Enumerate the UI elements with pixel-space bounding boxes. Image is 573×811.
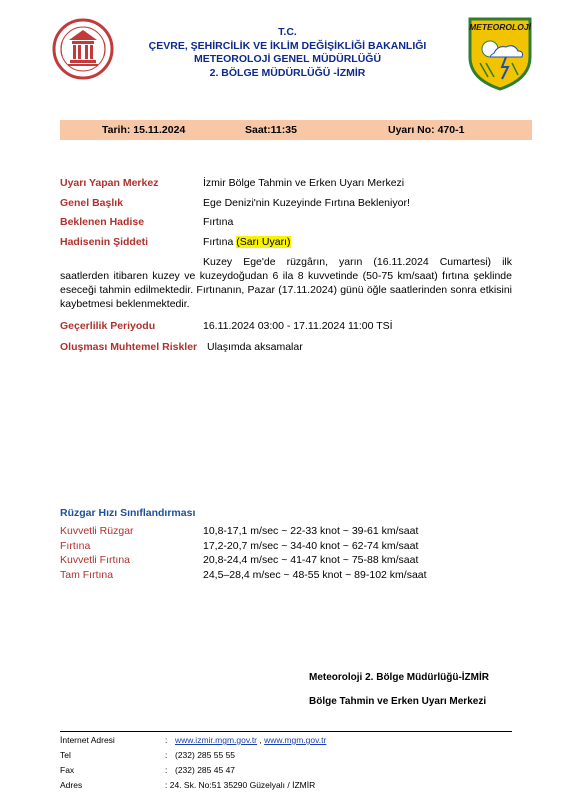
footer-tel-colon: : bbox=[165, 750, 168, 760]
meteoroloji-logo-icon bbox=[468, 17, 532, 91]
header-title-block bbox=[120, 26, 455, 80]
validity-label: Geçerlilik Periyodu bbox=[60, 320, 156, 332]
location-paragraph bbox=[60, 255, 512, 311]
signature-directorate: Meteoroloji 2. Bölge Müdürlüğü-İZMİR bbox=[309, 672, 489, 683]
footer-tel-label: Tel bbox=[60, 750, 71, 760]
severity-value-container bbox=[203, 236, 291, 248]
ministry-seal-icon bbox=[52, 18, 114, 80]
center-label: Uyarı Yapan Merkez bbox=[60, 177, 159, 189]
signature-center: Bölge Tahmin ve Erken Uyarı Merkezi bbox=[309, 696, 487, 707]
footer-divider bbox=[60, 731, 512, 732]
footer-fax-colon: : bbox=[165, 765, 168, 775]
header-line-region: 2. BÖLGE MÜDÜRLÜĞÜ -İZMİR bbox=[209, 66, 366, 79]
event-value: Fırtına bbox=[203, 216, 234, 228]
header-line-directorate: METEOROLOJİ GENEL MÜDÜRLÜĞÜ bbox=[193, 53, 382, 65]
wind-row-value: 17,2-20,7 m/sec ~ 34-40 knot ~ 62-74 km/saat bbox=[203, 540, 419, 552]
severity-level-badge: (Sarı Uyarı) bbox=[236, 236, 291, 248]
severity-label: Hadisenin Şiddeti bbox=[60, 236, 149, 248]
footer-address-value: : 24. Sk. No:51 35290 Güzelyalı / İZMİR bbox=[165, 780, 316, 790]
footer-tel-value: (232) 285 55 55 bbox=[175, 750, 236, 760]
event-label: Beklenen Hadise bbox=[60, 216, 145, 228]
wind-row-name: Tam Fırtına bbox=[60, 569, 114, 581]
wind-row-value: 24,5–28,4 m/sec ~ 48-55 knot ~ 89-102 km/saat bbox=[203, 569, 427, 581]
warning-number: Uyarı No: 470-1 bbox=[388, 124, 465, 136]
location-text: Kuzey Ege'de rüzgârın, yarın (16.11.2024 Cumartesi) ilk saatlerden itibaren kuzey ve kuzeydoğudan 6 ila 8 kuvvetinde (50-75 km/saat) fırtına şeklinde eseceği tahmin edilmektedir. Fırtınanın, Pazar (17.11.2024) günü öğle saatlerinden sonra etkisini kaybetmesi beklenmektedir. bbox=[60, 256, 512, 310]
header-line-ministry: ÇEVRE, ŞEHİRCİLİK VE İKLİM DEĞİŞİKLİĞİ BAKANLIĞI bbox=[148, 39, 427, 52]
wind-row-name: Kuvvetli Rüzgar bbox=[60, 525, 134, 537]
footer-web-links bbox=[175, 735, 326, 745]
severity-value: Fırtına bbox=[203, 236, 234, 248]
header-line-tc: T.C. bbox=[278, 26, 297, 38]
warning-date: Tarih: 15.11.2024 bbox=[102, 124, 186, 136]
wind-row-name: Kuvvetli Fırtına bbox=[60, 554, 131, 566]
footer-address-label: Adres bbox=[60, 780, 83, 790]
validity-value: 16.11.2024 03:00 - 17.11.2024 11:00 TSİ bbox=[203, 320, 393, 332]
footer-web-colon: : bbox=[165, 735, 168, 745]
website-link-izmir[interactable]: www.izmir.mgm.gov.tr bbox=[175, 735, 258, 745]
wind-classification-title: Rüzgar Hızı Sınıflandırması bbox=[60, 507, 196, 519]
wind-row-name: Fırtına bbox=[60, 540, 91, 552]
footer-web-separator: , bbox=[257, 735, 265, 745]
meteoroloji-logo-text: METEOROLOJİ bbox=[469, 22, 531, 32]
wind-row-value: 10,8-17,1 m/sec ~ 22-33 knot ~ 39-61 km/saat bbox=[203, 525, 419, 537]
warning-info-bar bbox=[60, 120, 532, 140]
footer-web-label: İnternet Adresi bbox=[60, 735, 115, 745]
title-label: Genel Başlık bbox=[60, 197, 124, 209]
warning-time: Saat:11:35 bbox=[245, 124, 297, 136]
title-value: Ege Denizi'nin Kuzeyinde Fırtına Bekleniyor! bbox=[203, 197, 410, 209]
center-value: İzmir Bölge Tahmin ve Erken Uyarı Merkezi bbox=[203, 177, 405, 189]
footer-fax-value: (232) 285 45 47 bbox=[175, 765, 236, 775]
risk-value: Ulaşımda aksamalar bbox=[207, 341, 303, 353]
wind-row-value: 20,8-24,4 m/sec ~ 41-47 knot ~ 75-88 km/saat bbox=[203, 554, 419, 566]
risk-label: Oluşması Muhtemel Riskler bbox=[60, 341, 198, 353]
footer-fax-label: Fax bbox=[60, 765, 75, 775]
website-link-mgm[interactable]: www.mgm.gov.tr bbox=[264, 735, 327, 745]
